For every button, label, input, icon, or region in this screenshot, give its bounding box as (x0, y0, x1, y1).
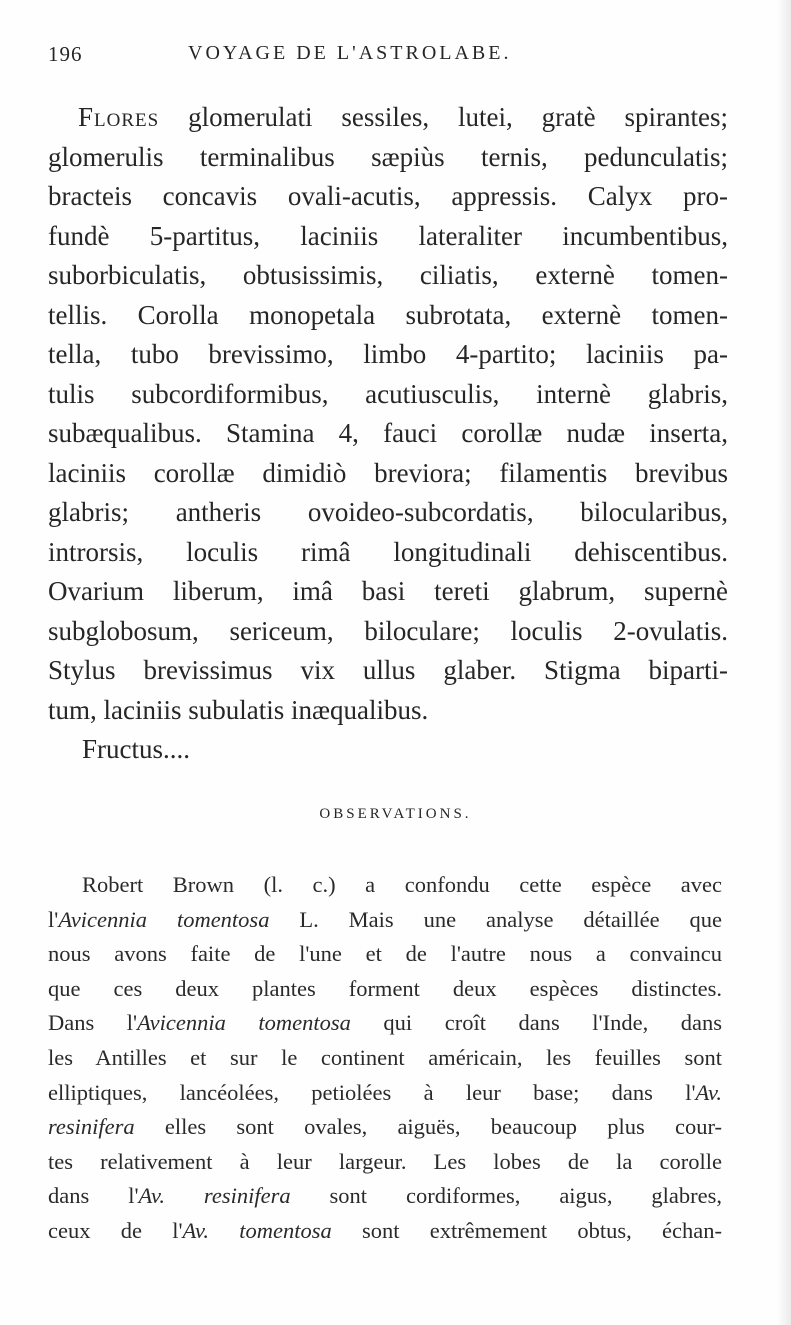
text-line: ceux de l'Av. tomentosa sont extrêmement obtus, échan- (48, 1217, 722, 1243)
text-line: suborbiculatis, obtusissimis, ciliatis, externè tomen- (48, 260, 728, 290)
page-edge-shadow (777, 0, 791, 1325)
taxon-name: Av. resinifera (138, 1183, 291, 1209)
text-line: laciniis corollæ dimidiò breviora; filamentis brevibus (48, 457, 728, 488)
text-line: fundè 5-partitus, laciniis lateraliter incumbentibus, (48, 220, 728, 251)
fructus-line: Fructus.... (82, 734, 190, 764)
text-line: tella, tubo brevissimo, limbo 4-partito; laciniis pa- (48, 339, 728, 369)
text-line: Flores glomerulati sessiles, lutei, gratè spirantes; (78, 102, 728, 132)
text-line: tum, laciniis subulatis inæqualibus. (48, 694, 429, 725)
text-line: elliptiques, lancéolées, petiolées à leur base; dans l'Av. (48, 1079, 722, 1105)
text-line: tulis subcordiformibus, acutiusculis, internè glabris, (48, 378, 728, 409)
text-line: Dans l'Avicennia tomentosa qui croît dans l'Inde, dans (48, 1010, 722, 1036)
taxon-name: Avicennia tomentosa (137, 1010, 351, 1036)
text-line: nous avons faite de l'une et de l'autre nous a convaincu (48, 941, 722, 967)
observations-heading: OBSERVATIONS. (319, 806, 472, 822)
text-line: Robert Brown (l. c.) a confondu cette espèce avec (82, 872, 722, 897)
text-line: Ovarium liberum, imâ basi tereti glabrum, supernè (48, 576, 728, 606)
page-number: 196 (48, 42, 83, 66)
lead-word: Flores (78, 102, 160, 132)
text-line: l'Avicennia tomentosa L. Mais une analyse détaillée que (48, 906, 722, 932)
taxon-name: Av. tomentosa (182, 1217, 332, 1243)
text-line: subæqualibus. Stamina 4, fauci corollæ nudæ inserta, (48, 418, 728, 448)
text-line: que ces deux plantes forment deux espèces distinctes. (48, 975, 722, 1001)
running-title: VOYAGE DE L'ASTROLABE. (188, 42, 512, 64)
page-header (48, 42, 748, 78)
text-line: tellis. Corolla monopetala subrotata, externè tomen- (48, 299, 728, 330)
text-line: resinifera elles sont ovales, aiguës, beaucoup plus cour- (48, 1114, 722, 1140)
observations-text (48, 868, 722, 1249)
text-line: glomerulis terminalibus sæpiùs ternis, pedunculatis; (48, 141, 728, 172)
text-line: subglobosum, sericeum, biloculare; loculis 2-ovulatis. (48, 615, 728, 646)
taxon-name: Avicennia tomentosa (58, 906, 270, 932)
text-line: introrsis, loculis rimâ longitudinali dehiscentibus. (48, 536, 728, 567)
text-line: les Antilles et sur le continent américain, les feuilles sont (48, 1044, 722, 1070)
taxon-name: Av. (695, 1079, 722, 1105)
latin-description (48, 98, 728, 770)
text-line: dans l'Av. resinifera sont cordiformes, aigus, glabres, (48, 1183, 722, 1209)
text-line: Stylus brevissimus vix ullus glaber. Stigma biparti- (48, 655, 728, 685)
taxon-name: resinifera (48, 1114, 135, 1140)
text-line: bracteis concavis ovali-acutis, appressis. Calyx pro- (48, 181, 728, 211)
text-line: tes relativement à leur largeur. Les lobes de la corolle (48, 1148, 722, 1174)
text-line: glabris; antheris ovoideo-subcordatis, bilocularibus, (48, 497, 728, 527)
